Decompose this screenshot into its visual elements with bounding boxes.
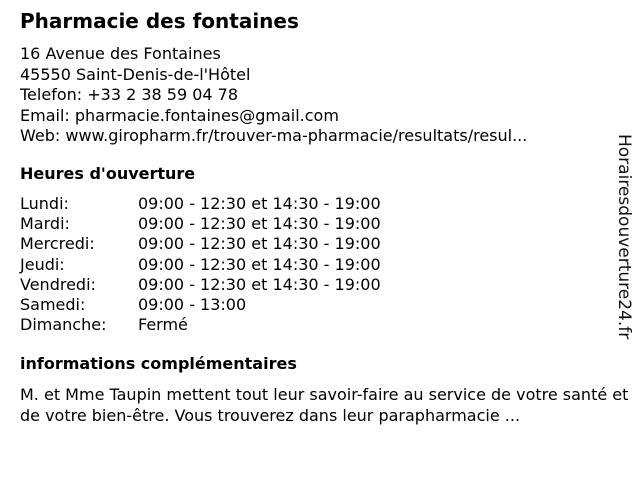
hours-row-saturday — [20, 295, 381, 315]
info-heading: informations complémentaires — [20, 354, 297, 373]
day-hours: 09:00 - 12:30 et 14:30 - 19:00 — [138, 234, 381, 254]
day-hours: Fermé — [138, 315, 188, 335]
hours-heading: Heures d'ouverture — [20, 164, 196, 183]
day-label: Vendredi: — [20, 274, 96, 294]
hours-row-monday — [20, 194, 381, 214]
day-label: Mercredi: — [20, 234, 95, 254]
day-hours: 09:00 - 13:00 — [138, 295, 247, 315]
hours-row-tuesday — [20, 214, 381, 234]
day-label: Jeudi: — [20, 254, 65, 274]
site-watermark: Horairesdouverture24.fr — [614, 134, 634, 340]
day-hours: 09:00 - 12:30 et 14:30 - 19:00 — [138, 254, 381, 274]
email-address: Email: pharmacie.fontaines@gmail.com — [20, 105, 339, 125]
hours-table — [20, 194, 381, 335]
hours-row-thursday — [20, 255, 381, 275]
hours-row-sunday — [20, 315, 381, 335]
day-label: Mardi: — [20, 214, 70, 234]
day-hours: 09:00 - 12:30 et 14:30 - 19:00 — [138, 274, 381, 294]
contact-block — [20, 44, 600, 147]
street-address: 16 Avenue des Fontaines — [20, 44, 221, 63]
pharmacy-name: Pharmacie des fontaines — [20, 9, 299, 33]
day-hours: 09:00 - 12:30 et 14:30 - 19:00 — [138, 194, 381, 213]
website-url: Web: www.giropharm.fr/trouver-ma-pharmacie/resultats/resul... — [20, 126, 528, 145]
hours-row-wednesday — [20, 234, 381, 254]
phone-number: Telefon: +33 2 38 59 04 78 — [20, 85, 239, 104]
day-label: Samedi: — [20, 295, 86, 315]
hours-row-friday — [20, 275, 381, 295]
info-description: M. et Mme Taupin mettent tout leur savoir-faire au service de votre santé et de votre bien-être. Vous trouverez dans leur parapharmacie ... — [20, 385, 629, 425]
day-hours: 09:00 - 12:30 et 14:30 - 19:00 — [138, 214, 381, 234]
day-label: Lundi: — [20, 194, 69, 213]
city-address: 45550 Saint-Denis-de-l'Hôtel — [20, 64, 251, 84]
day-label: Dimanche: — [20, 315, 107, 335]
